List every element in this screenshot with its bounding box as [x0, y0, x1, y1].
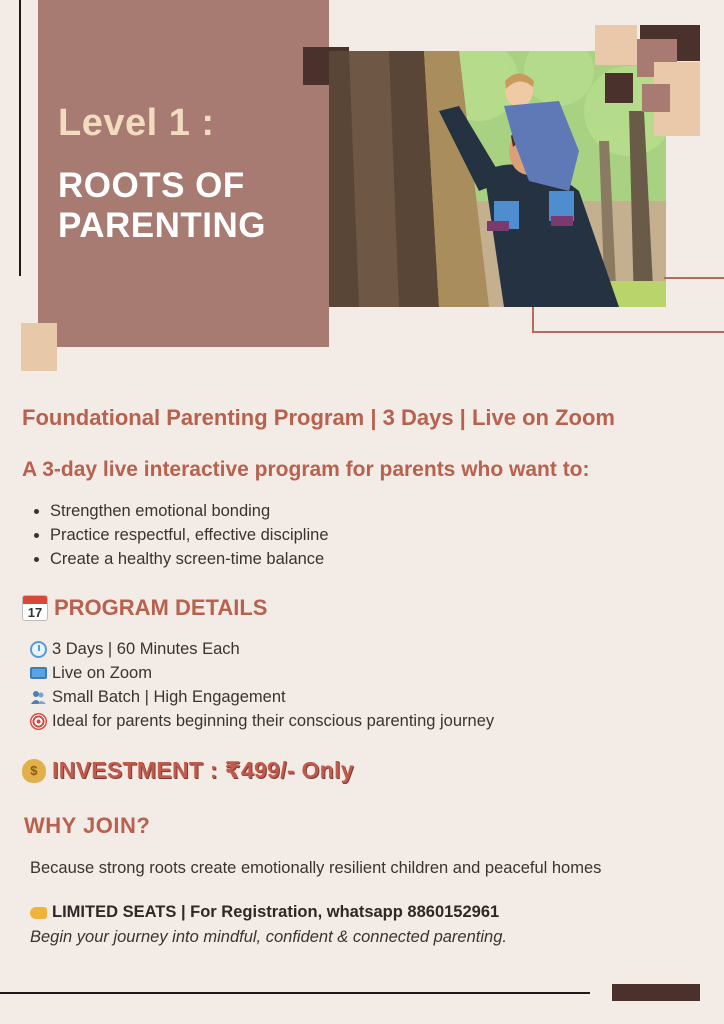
list-item: Practice respectful, effective discipline — [32, 523, 329, 547]
program-intro: A 3-day live interactive program for parents who want to: — [22, 458, 590, 481]
money-bag-icon: $ — [22, 759, 46, 783]
target-icon — [30, 713, 47, 730]
benefits-list — [32, 499, 329, 571]
left-vertical-line — [19, 0, 21, 276]
calendar-icon: 17 — [22, 595, 48, 621]
decor-square-tan — [21, 323, 57, 371]
why-text: Because strong roots create emotionally resilient children and peaceful homes — [30, 859, 602, 877]
decor-square-tan — [595, 25, 637, 65]
decor-square-rose — [642, 84, 670, 112]
closing-text: Begin your journey into mindful, confident & connected parenting. — [30, 928, 507, 946]
bottom-bar — [612, 984, 700, 1001]
monitor-icon — [30, 667, 47, 679]
details-list — [30, 637, 494, 733]
decor-line — [532, 307, 534, 333]
details-heading — [22, 595, 267, 621]
decor-line — [532, 331, 724, 333]
why-heading: WHY JOIN? — [24, 813, 151, 838]
page-title — [58, 166, 266, 246]
list-item — [30, 709, 494, 733]
bottom-line — [0, 992, 590, 994]
detail-text: Small Batch | High Engagement — [52, 688, 286, 706]
title-line: PARENTING — [58, 206, 267, 245]
detail-text: Ideal for parents beginning their conscious parenting journey — [52, 712, 495, 730]
title-line: ROOTS OF — [58, 166, 245, 205]
list-item: Create a healthy screen-time balance — [32, 547, 329, 571]
investment-text: INVESTMENT : ₹499/- Only — [52, 757, 354, 783]
decor-line — [664, 277, 724, 279]
detail-text: 3 Days | 60 Minutes Each — [52, 640, 240, 658]
people-icon — [30, 689, 47, 706]
investment-line — [22, 757, 354, 784]
program-heading: Foundational Parenting Program | 3 Days | Live on Zoom — [22, 405, 615, 430]
detail-text: Live on Zoom — [52, 664, 152, 682]
list-item: Strengthen emotional bonding — [32, 499, 329, 523]
clock-icon — [30, 641, 47, 658]
decor-square-dark — [605, 73, 633, 103]
pointing-hand-icon — [30, 907, 47, 919]
list-item — [30, 661, 494, 685]
details-heading-text: PROGRAM DETAILS — [54, 595, 268, 620]
registration-text: LIMITED SEATS | For Registration, whatsapp 8860152961 — [52, 903, 500, 921]
level-label: Level 1 : — [58, 102, 215, 144]
list-item — [30, 685, 494, 709]
registration-line — [30, 903, 499, 922]
list-item — [30, 637, 494, 661]
